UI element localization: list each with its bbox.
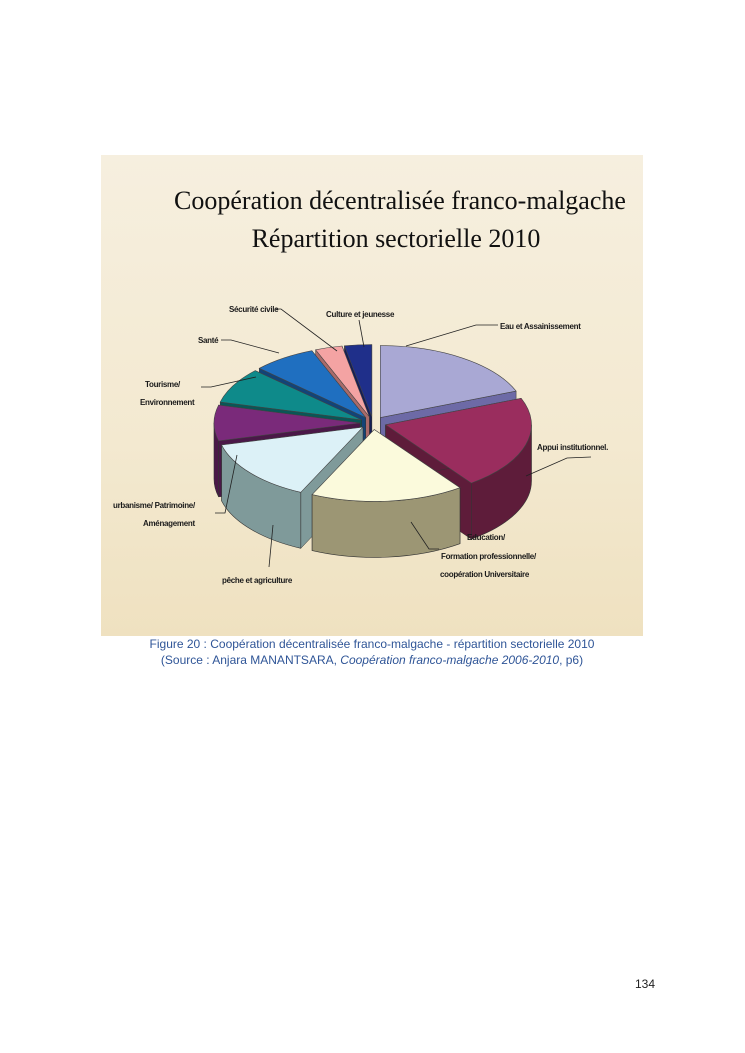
label-urb-1: urbanisme/ Patrimoine/ [113, 501, 195, 510]
caption-source-suffix: , p6) [559, 653, 584, 667]
page-number: 134 [634, 977, 655, 991]
figure-caption [101, 636, 643, 668]
label-urb-2: Aménagement [143, 519, 195, 528]
label-tour-1: Tourisme/ [145, 380, 180, 389]
label-tour-2: Environnement [140, 398, 195, 407]
leader-sante [221, 340, 279, 353]
chart-subtitle: Répartition sectorielle 2010 [251, 224, 541, 253]
label-edu-3: coopération Universitaire [440, 570, 529, 579]
caption-source-prefix: (Source : Anjara MANANTSARA, [160, 653, 341, 667]
label-sante: Santé [198, 336, 219, 345]
pie-slices [214, 345, 532, 558]
leader-appui [526, 457, 591, 476]
caption-source-title: Coopération franco-malgache 2006-2010 [340, 653, 560, 667]
label-eau: Eau et Assainissement [500, 322, 581, 331]
label-culture: Culture et jeunesse [326, 310, 395, 319]
label-appui: Appui institutionnel. [537, 443, 609, 452]
label-secu: Sécurité civile [229, 305, 279, 314]
chart-title: Coopération décentralisée franco-malgache [174, 186, 626, 215]
label-edu-1: Education/ [467, 533, 505, 542]
leader-eau [406, 325, 498, 346]
pie-chart [101, 155, 643, 636]
caption-line-1: Figure 20 : Coopération décentralisée franco-malgache - répartition sectorielle 2010 [149, 637, 595, 651]
label-edu-2: Formation professionnelle/ [441, 552, 536, 561]
caption-line-2 [101, 652, 643, 668]
leader-culture [359, 320, 364, 347]
chart-figure [101, 155, 643, 636]
label-peche: pêche et agriculture [222, 576, 293, 585]
